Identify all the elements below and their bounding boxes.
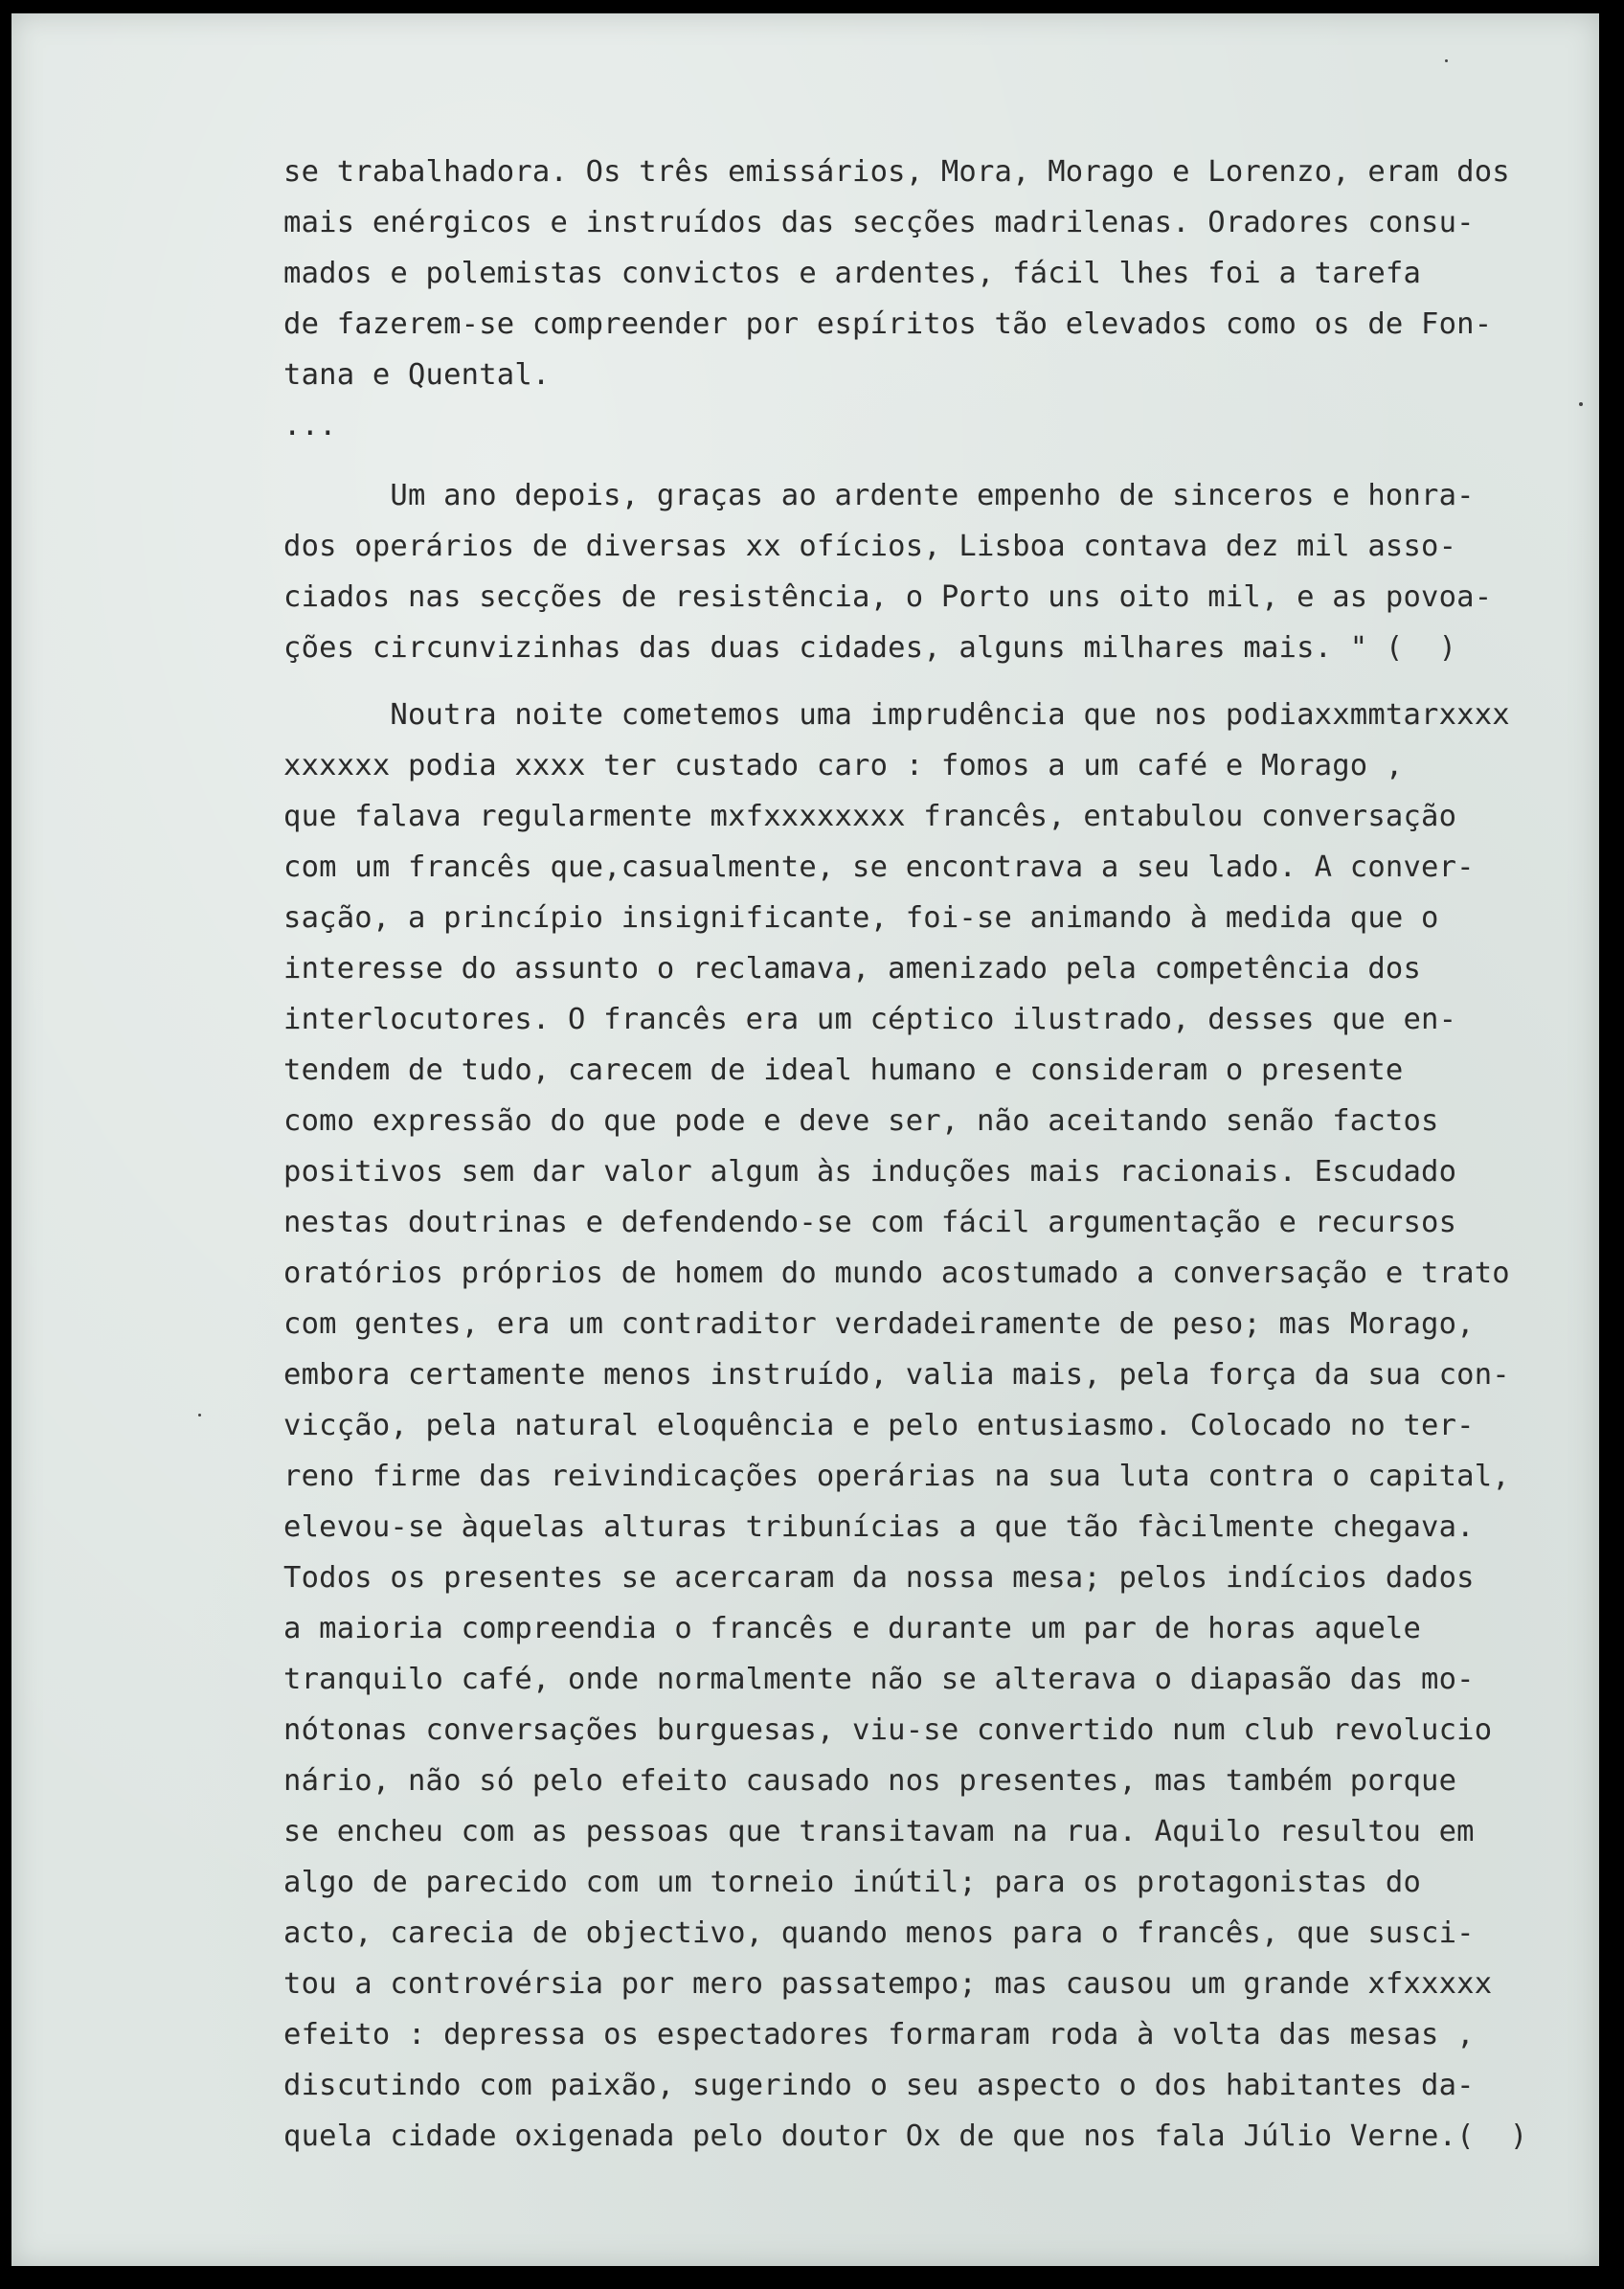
text-line: tou a controvérsia por mero passatempo; mas causou um grande xfxxxxx [283, 1967, 1493, 2001]
text-line: tranquilo café, onde normalmente não se alterava o diapasão das mo- [283, 1663, 1475, 1696]
text-line: sação, a princípio insignificante, foi-se animando à medida que o [283, 901, 1439, 935]
text-line: nário, não só pelo efeito causado nos presentes, mas também porque [283, 1764, 1457, 1798]
text-line: vicção, pela natural eloquência e pelo entusiasmo. Colocado no ter- [283, 1409, 1475, 1442]
text-line: embora certamente menos instruído, valia mais, pela força da sua con- [283, 1358, 1510, 1392]
text-line: Um ano depois, graças ao ardente empenho de sinceros e honra- [283, 479, 1475, 512]
text-line: algo de parecido com um torneio inútil; para os protagonistas do [283, 1866, 1422, 1899]
text-line: ciados nas secções de resistência, o Porto uns oito mil, e as povoa- [283, 580, 1493, 614]
text-line: de fazerem-se compreender por espíritos tão elevados como os de Fon- [283, 307, 1493, 341]
text-line: mais enérgicos e instruídos das secções madrilenas. Oradores consu- [283, 206, 1475, 239]
text-line: nestas doutrinas e defendendo-se com fácil argumentação e recursos [283, 1206, 1457, 1239]
text-line: dos operários de diversas xx ofícios, Lisboa contava dez mil asso- [283, 530, 1457, 563]
text-line: se trabalhadora. Os três emissários, Mora, Morago e Lorenzo, eram dos [283, 155, 1510, 189]
paper-speck [198, 1414, 201, 1416]
text-line: elevou-se àquelas alturas tribunícias a que tão fàcilmente chegava. [283, 1510, 1475, 1544]
text-line: efeito : depressa os espectadores formaram roda à volta das mesas , [283, 2018, 1475, 2051]
text-line: quela cidade oxigenada pelo doutor Ox de que nos fala Júlio Verne.( ) [283, 2119, 1528, 2153]
text-line: interesse do assunto o reclamava, amenizado pela competência dos [283, 952, 1422, 986]
text-line: discutindo com paixão, sugerindo o seu aspecto o dos habitantes da- [283, 2069, 1475, 2102]
text-line: interlocutores. O francês era um céptico ilustrado, desses que en- [283, 1003, 1457, 1036]
text-line: se encheu com as pessoas que transitavam na rua. Aquilo resultou em [283, 1815, 1475, 1848]
text-line: ções circunvizinhas das duas cidades, alguns milhares mais. " ( ) [283, 631, 1457, 665]
ellipsis-separator: ... [283, 409, 337, 442]
text-line: xxxxxx podia xxxx ter custado caro : fomos a um café e Morago , [283, 749, 1404, 782]
text-line: tendem de tudo, carecem de ideal humano e consideram o presente [283, 1054, 1404, 1087]
text-line: Todos os presentes se acercaram da nossa mesa; pelos indícios dados [283, 1561, 1475, 1595]
paper-speck [1445, 59, 1448, 62]
text-line: Noutra noite cometemos uma imprudência que nos podiaxxmmtarxxxx [283, 698, 1510, 732]
paper-speck [1579, 402, 1583, 406]
text-line: que falava regularmente mxfxxxxxxxx francês, entabulou conversação [283, 800, 1457, 833]
text-line: tana e Quental. [283, 358, 551, 392]
text-line: acto, carecia de objectivo, quando menos para o francês, que susci- [283, 1916, 1475, 1950]
text-line: oratórios próprios de homem do mundo acostumado a conversação e trato [283, 1257, 1510, 1290]
text-line: a maioria compreendia o francês e durante um par de horas aquele [283, 1612, 1422, 1645]
text-line: com gentes, era um contraditor verdadeiramente de peso; mas Morago, [283, 1307, 1475, 1341]
text-line: nótonas conversações burguesas, viu-se convertido num club revolucio [283, 1713, 1493, 1747]
text-line: mados e polemistas convictos e ardentes, fácil lhes foi a tarefa [283, 257, 1422, 290]
text-line: reno firme das reivindicações operárias na sua luta contra o capital, [283, 1460, 1510, 1493]
text-line: como expressão do que pode e deve ser, não aceitando senão factos [283, 1104, 1439, 1138]
text-line: com um francês que,casualmente, se encontrava a seu lado. A conver- [283, 850, 1475, 884]
text-line: positivos sem dar valor algum às induções mais racionais. Escudado [283, 1155, 1457, 1189]
